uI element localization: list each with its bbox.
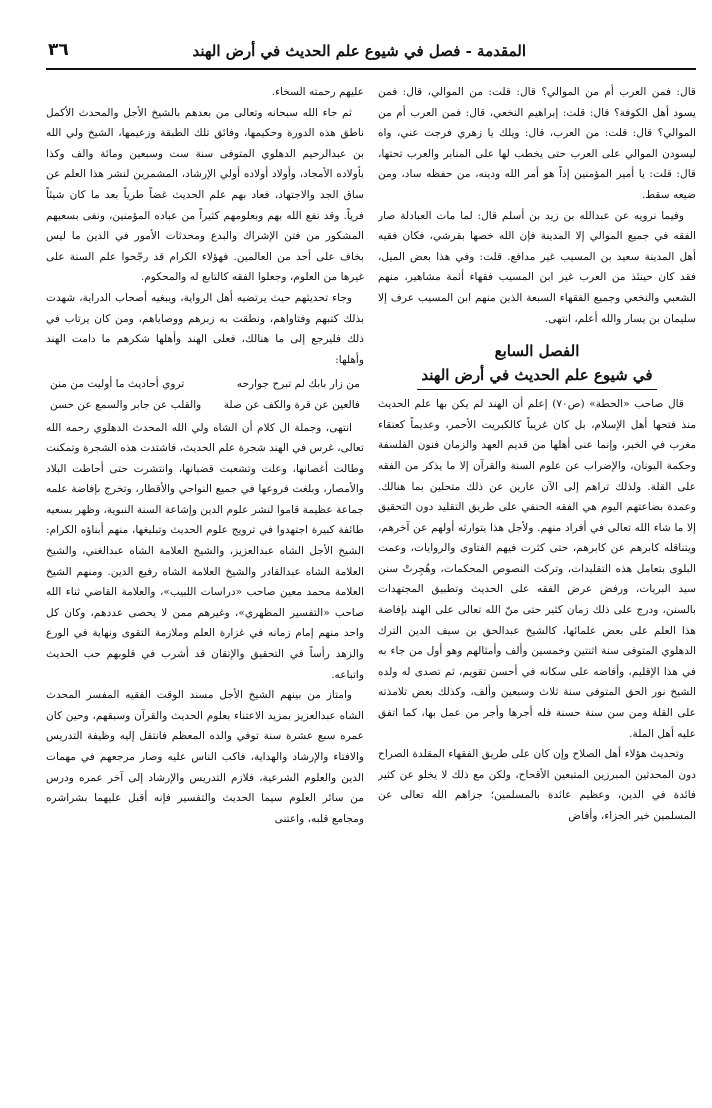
header-title: المقدمة - فصل في شيوع علم الحديث في أرض الهند (192, 42, 526, 60)
paragraph: ثم جاء الله سبحانه وتعالى من بعدهم بالشيخ الأجل والمحدث الأكمل ناطق هذه الدورة وحكيمها، وفائق تلك الطبقة وزعيمها، الشيخ ولي الله بن عبدالرحيم الدهلوي المتوفى سنة ست وسبعين ومائة والف وكذا بأولاده الأمجاد، وأولاد أولاده أولي الإرشاد، المشمرين لنشر هذا العلم عن ساق الجد والاجتهاد، فعاد بهم علم الحديث غضاً طرياً بعد ما كان شيئاً فرياً. وقد نفع الله بهم وبعلومهم كثيراً من عباده المؤمنين، ونفى بسعيهم المشكور من فتن الإشراك والبدع ومحدثات الأمور في الدين ما ليس بخاف على أحد من العالمين. فهؤلاء الكرام قد رجّحوا علم السنة على غيرها من العلوم، وجعلوا الفقه كالتابع له والمحكوم. (46, 106, 364, 284)
right-column (378, 82, 696, 1098)
hemistich: فالعين عن قرة والكف عن صلة (223, 398, 360, 411)
paragraph: انتهى، وجملة ال كلام أن الشاه ولي الله المحدث الدهلوي رحمه الله تعالى، غرس في الهند شجرة علم الحديث، فاشتدت هذه الشجرة وتمكنت وطالت أغصانها، وعلت وتشعبت قضبانها، وانتشرت حتى أحاطت البلاد والأمصار، وبلغت فروعها في جميع النواحي والأقطار، وتخرج بإفاضة علمه جماعة عظيمة قاموا لنشر علوم الدين وإشاعة السنة النبوية، وظهر بسعيه طائفة كبيرة اجتهدوا في ترويج علوم الحديث وتبليغها، منهم أبناؤه الكرام: الشيخ الأجل الشاه عبدالعزيز، والشيخ العلامة الشاه عبدالغني، والشيخ العلامة الشاه عبدالقادر والشيخ العلامة الشاه رفيع الدين. ومنهم الشيخ العلامة محمد معين صاحب «دراسات اللبيب»، والعلامة القاضي ثناء الله صاحب «التفسير المظهري»، وغيرهم ممن لا يحصى عددهم، وكان كل واحد منهم إمام زمانه في غزارة العلم وملازمة التقوى ونهاية في الورع والزهد رأساً في التحقيق والإتقان قد أشرب في قلوبهم حب الحديث واتباعه. (46, 421, 364, 681)
paragraph: وتحديث هؤلاء أهل الصلاح وإن كان على طريق الفقهاء المقلدة الصراح دون المحدثين المبرزين المتبعين الأقحاح، ولكن مع ذلك لا يخلو عن كثير فائدة في الدين، وعظيم عائدة بالمسلمين؛ جزاهم الله تعالى عن المسلمين خير الجزاء، وأفاض (378, 748, 696, 822)
poem-verse (46, 395, 364, 416)
running-header (46, 40, 696, 70)
paragraph: عليهم رحمته السخاء. (271, 86, 364, 98)
paragraph: وامتاز من بينهم الشيخ الأجل مسند الوقت الفقيه المفسر المحدث الشاه عبدالعزيز بمزيد الاعتناء بعلوم الحديث والقرآن وسبقهم، وحين كان عمره سبع عشرة سنة توفي والده المعظم فانتقل إليه وظيفة التدريس والافتاء والإرشاد والهداية، فاكب الناس عليه وصار مرجعهم في مهمات الدين والعلوم الشرعية، فلازم التدريس والإرشاد إلى آخر عمره ودرس من سائر العلوم سيما الحديث والتفسير فإنه أقبل عليهما بشراشره ومجامع قلبه، واعتنى (46, 689, 364, 825)
poem (46, 374, 364, 415)
left-column (46, 82, 364, 1098)
page-number: ٣٦ (48, 40, 69, 60)
hemistich: والقلب عن جابر والسمع عن حسن (50, 398, 202, 411)
paragraph: وفيما نرويه عن عبدالله بن زيد بن أسلم قال: لما مات العبادلة صار الفقه في جميع الموالي إلا المدينة فإن الله خصها بقرشي، فكان فقيه أهل المدينة سعيد بن المسيب غير مدافع. قلت: وفي هذا بعض الميل، فقد كان حينئذ من العرب غير ابن المسيب فقهاء أئمة مشاهير، منهم الشعبي والنخعي وجميع الفقهاء السبعة الذين منهم ابن المسيب عرف إلا سليمان بن يسار والله أعلم، انتهى. (378, 209, 696, 325)
hemistich: من زار بابك لم تبرح جوارحه (236, 378, 360, 391)
paragraph: قال صاحب «الحطة» (ص٧٠) إعلم أن الهند لم يكن بها علم الحديث منذ فتحها أهل الإسلام، بل كان غريباً كالكبريت الأحمر، وعديماً كعنقاء مغرب في الخبر، وإنما عنى أهلها من قديم العهد والزمان فنون الفلسفة وحكمة اليونان، والإضراب عن علوم السنة والقرآن إلا ما يذكر من الفقه على القلة. ولذلك تراهم إلى الآن عارين عن ذلك متحلين بما هنالك. وعمدة بضاعتهم اليوم هي الفقه الحنفي على طريق التقليد دون التحقيق إلا ما شاء الله تعالى في أفراد منهم. ولأجل هذا يتوارثه أولهم عن آخرهم، ويتناقله كابرهم عن كابرهم، حتى كثرت فيهم الفتاوى والروايات، وعمت البلوى بتعامل هذه التقليدات، وتركت النصوص المحكمات، وهُجِرتْ سنن سيد البريات، ورفض عرض الفقه على الحديث وتطبيق المجتهدات بالسنن، ودرج على ذلك زمان كثير حتى منّ الله تعالى على الهند بإفاضة هذا العلم على بعض علمائها، كالشيخ عبدالحق بن سيف الدين الترك الدهلوي المتوفى سنة اثنتين وخمسين وألف وأمثالهم وهو أول من جاء به في هذا الإقليم، وأفاضه على سكانه في أحسن تقويم، ثم تصدى له ولده الشيخ نور الحق المتوفى سنة ثلاث وسبعين وألف، وكذلك بعض تلامذته على القلة ومن سن سنة حسنة فله أجرها وأجر من عمل بها، كما اتفق عليه أهل الملة. (378, 398, 696, 740)
chapter-heading (378, 339, 696, 390)
chapter-underline (417, 389, 657, 390)
paragraph: قال: فمن العرب أم من الموالي؟ قال: قلت: من الموالي، قال: فمن يسود أهل الكوفة؟ قال: قلت: إبراهيم النخعي، قال: فمن العرب أم من الموالي؟ قال: قلت: من العرب، قال: ويلك يا زهري فرجت عني، واه ليسودن الموالي على العرب حتى يخطب لها على المنابر والعرب تحتها، قال: قلت: يا أمير المؤمنين إذاً هو أمر الله ودينه، من حفظه ساد، ومن ضيعه سقط. (378, 86, 696, 201)
chapter-title: الفصل السابع (494, 342, 580, 361)
chapter-subtitle: في شيوع علم الحديث في أرض الهند (421, 366, 653, 385)
paragraph: وجاء تحديثهم حيث يرتضيه أهل الرواية، ويبغيه أصحاب الدراية، شهدت بذلك كتبهم وفتاواهم، ونطقت به زبرهم ووصاياهم، ومن كان يرتاب في ذلك فليرجع إلى ما هنالك، فعلى الهند وأهلها شكرهم ما دامت الهند وأهلها: (46, 291, 364, 366)
hemistich: تروي أحاديث ما أوليت من منن (50, 378, 185, 391)
poem-verse (46, 374, 364, 395)
